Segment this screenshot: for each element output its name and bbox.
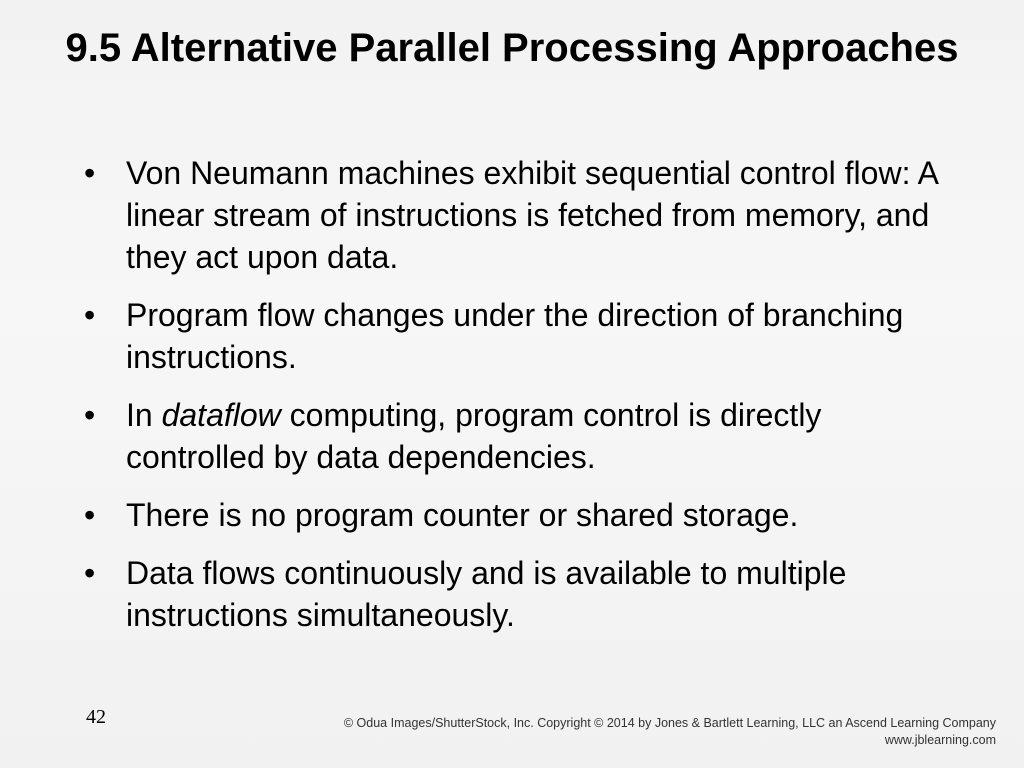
bullet-item bbox=[84, 294, 954, 378]
bullet-marker: • bbox=[84, 397, 96, 433]
bullet-emphasis: dataflow bbox=[161, 397, 281, 433]
bullet-text: Program flow changes under the direction of branching instructions. bbox=[126, 297, 904, 375]
bullet-text: There is no program counter or shared storage. bbox=[126, 497, 799, 533]
bullet-marker: • bbox=[84, 297, 96, 333]
bullet-item bbox=[84, 494, 954, 536]
slide-title: 9.5 Alternative Parallel Processing Approaches bbox=[65, 26, 959, 70]
bullet-text: Data flows continuously and is available to multiple instructions simultaneously. bbox=[126, 555, 847, 633]
page-number: 42 bbox=[86, 706, 106, 728]
bullet-marker: • bbox=[84, 555, 96, 591]
bullet-list bbox=[84, 152, 954, 652]
website-url: www.jblearning.com bbox=[884, 733, 996, 747]
bullet-item bbox=[84, 552, 954, 636]
bullet-item bbox=[84, 394, 954, 478]
bullet-item bbox=[84, 152, 954, 278]
bullet-text-suffix: computing, program control is directly controlled by data dependencies. bbox=[126, 397, 822, 475]
bullet-marker: • bbox=[84, 155, 96, 191]
copyright-notice: © Odua Images/ShutterStock, Inc. Copyright © 2014 by Jones & Bartlett Learning, LLC an Ascend Learning Company bbox=[343, 716, 996, 730]
bullet-text: Von Neumann machines exhibit sequential control flow: A linear stream of instructions is fetched from memory, and they act upon data. bbox=[126, 155, 938, 275]
bullet-text-prefix: In bbox=[126, 397, 162, 433]
bullet-marker: • bbox=[84, 497, 96, 533]
